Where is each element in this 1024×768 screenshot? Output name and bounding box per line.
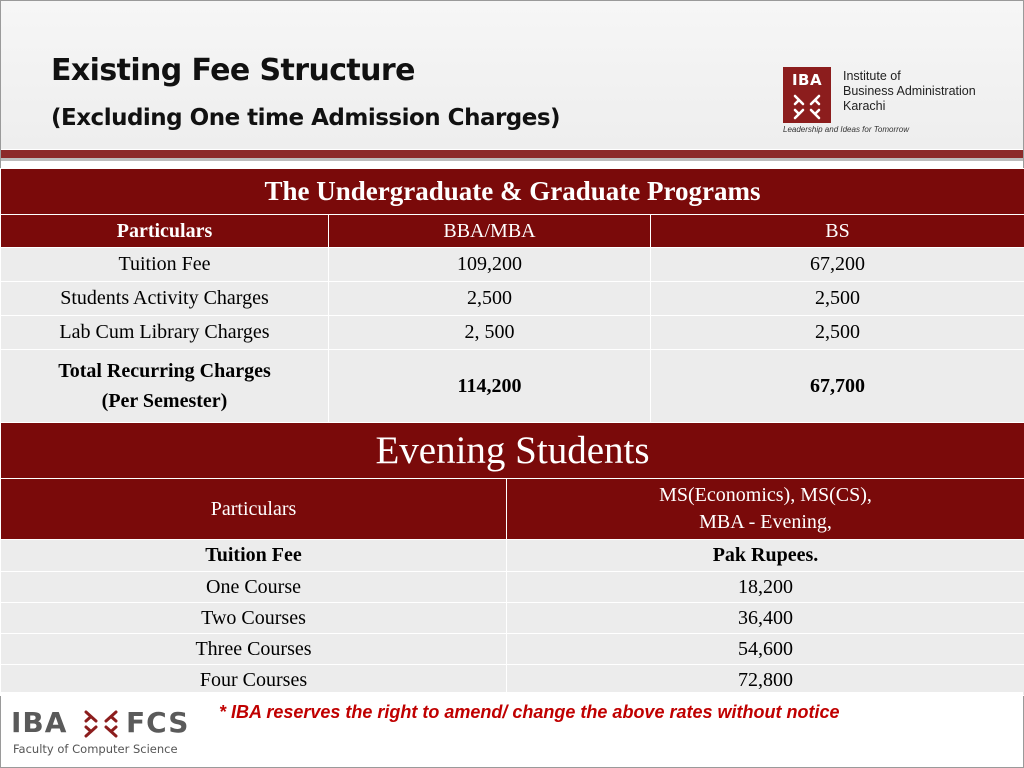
course-fee: 72,800 <box>507 665 1024 696</box>
iba-logo <box>783 67 998 137</box>
disclaimer-notice: * IBA reserves the right to amend/ change the above rates without notice <box>219 702 840 722</box>
programs-line-1: MS(Economics), MS(CS), <box>659 484 872 506</box>
course-count: Three Courses <box>1 634 507 665</box>
institute-name <box>843 69 1003 114</box>
total-label <box>1 350 329 423</box>
slide-subtitle: (Excluding One time Admission Charges) <box>51 105 561 131</box>
total-bba-mba: 114,200 <box>329 350 651 423</box>
table-row <box>1 634 1024 665</box>
header-rule <box>1 150 1023 158</box>
slide-title: Existing Fee Structure <box>51 53 415 88</box>
evening-header-particulars: Particulars <box>1 479 507 540</box>
table-header-row <box>1 215 1024 248</box>
course-count: Four Courses <box>1 665 507 696</box>
row-value-bba-mba: 109,200 <box>329 248 651 282</box>
fcs-logo <box>11 706 211 762</box>
header-bba-mba: BBA/MBA <box>329 215 651 248</box>
row-label: Lab Cum Library Charges <box>1 316 329 350</box>
table-row <box>1 665 1024 696</box>
evening-fee-table <box>0 422 1024 696</box>
course-count: One Course <box>1 572 507 603</box>
header-rule-shadow <box>1 158 1023 161</box>
total-label-line-2: (Per Semester) <box>101 390 228 412</box>
course-count: Two Courses <box>1 603 507 634</box>
undergrad-fee-table <box>0 168 1024 423</box>
iba-logo-mark <box>783 67 831 123</box>
course-fee: 18,200 <box>507 572 1024 603</box>
institute-line-1: Institute of <box>843 69 901 83</box>
evening-header-programs <box>507 479 1024 540</box>
evening-table-banner: Evening Students <box>1 423 1024 479</box>
evening-sub-currency: Pak Rupees. <box>507 540 1024 572</box>
institute-line-2: Business Administration <box>843 84 976 98</box>
row-label: Students Activity Charges <box>1 282 329 316</box>
table-row <box>1 572 1024 603</box>
total-row <box>1 350 1024 423</box>
table-row <box>1 603 1024 634</box>
institute-line-3: Karachi <box>843 99 886 113</box>
header-bs: BS <box>651 215 1024 248</box>
course-fee: 54,600 <box>507 634 1024 665</box>
faculty-name: Faculty of Computer Science <box>13 742 178 756</box>
slide-header <box>1 1 1023 149</box>
table-row <box>1 248 1024 282</box>
logo-tagline: Leadership and Ideas for Tomorrow <box>783 125 909 134</box>
evening-header-row <box>1 479 1024 540</box>
total-label-line-1: Total Recurring Charges <box>58 360 271 382</box>
table-row <box>1 282 1024 316</box>
fcs-logo-fcs: FCS <box>126 706 190 739</box>
programs-line-2: MBA - Evening, <box>699 511 832 533</box>
header-particulars: Particulars <box>1 215 329 248</box>
course-fee: 36,400 <box>507 603 1024 634</box>
iba-star-icon <box>82 709 120 739</box>
table-row <box>1 316 1024 350</box>
row-value-bs: 2,500 <box>651 316 1024 350</box>
row-label: Tuition Fee <box>1 248 329 282</box>
row-value-bs: 2,500 <box>651 282 1024 316</box>
iba-star-icon <box>792 92 822 122</box>
undergrad-table-banner: The Undergraduate & Graduate Programs <box>1 169 1024 215</box>
row-value-bba-mba: 2, 500 <box>329 316 651 350</box>
evening-sub-tuition: Tuition Fee <box>1 540 507 572</box>
fcs-logo-iba: IBA <box>11 706 68 739</box>
row-value-bba-mba: 2,500 <box>329 282 651 316</box>
iba-logo-mark-text: IBA <box>791 71 823 89</box>
total-bs: 67,700 <box>651 350 1024 423</box>
row-value-bs: 67,200 <box>651 248 1024 282</box>
evening-subheader-row <box>1 540 1024 572</box>
